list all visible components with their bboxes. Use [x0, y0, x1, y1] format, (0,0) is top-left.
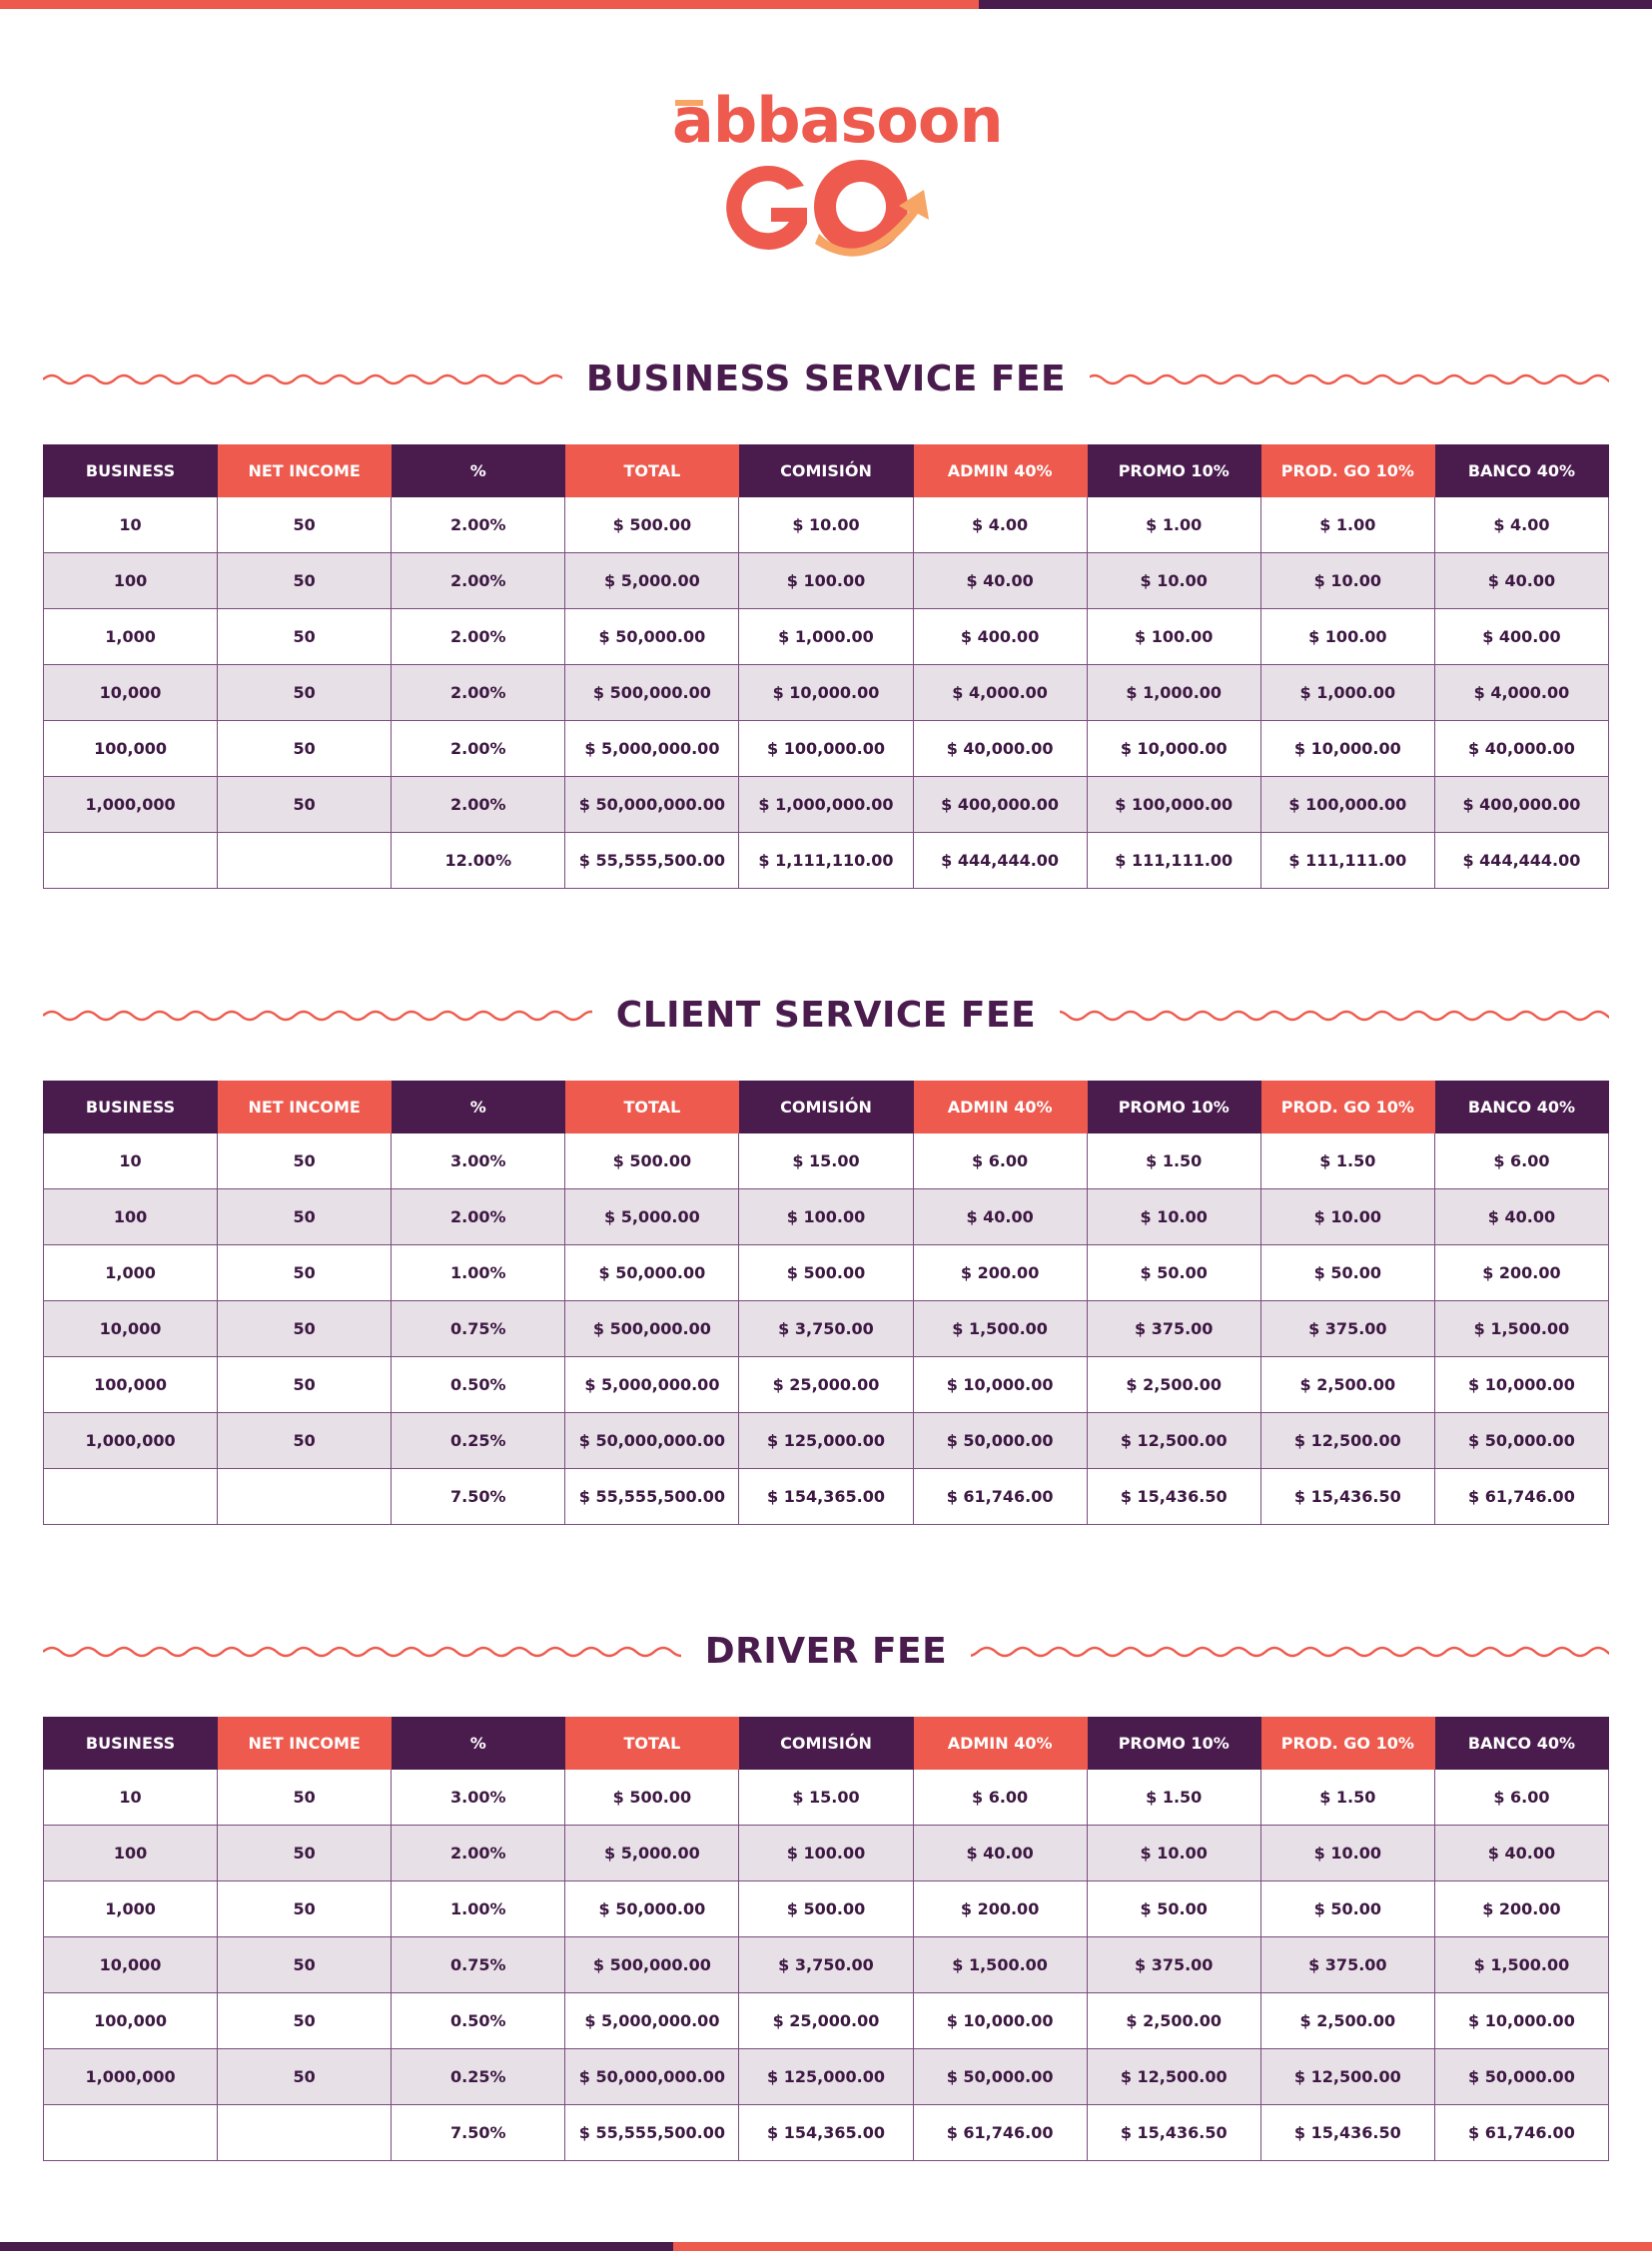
table-cell: 0.75% [392, 1937, 565, 1993]
table-cell: $ 500,000.00 [565, 665, 739, 721]
table-cell: 2.00% [392, 777, 565, 833]
table-cell: $ 50.00 [1260, 1245, 1434, 1301]
table-row [44, 1301, 1609, 1357]
column-header: BANCO 40% [1434, 1718, 1608, 1770]
table-cell: $ 10.00 [1260, 1189, 1434, 1245]
table-cell: $ 6.00 [913, 1133, 1087, 1189]
table-row [44, 1770, 1609, 1826]
table-cell: $ 50,000,000.00 [565, 2049, 739, 2105]
table-cell: $ 10,000.00 [1260, 721, 1434, 777]
table-cell: 50 [218, 1826, 392, 1881]
table-cell: 50 [218, 2049, 392, 2105]
client-service-fee-header [43, 986, 1609, 1046]
table-cell: 2.00% [392, 497, 565, 553]
table-cell: $ 15.00 [739, 1133, 913, 1189]
column-header: % [392, 445, 565, 497]
table-cell: 100 [44, 553, 218, 609]
table-cell: 50 [218, 721, 392, 777]
table-cell: $ 12,500.00 [1260, 2049, 1434, 2105]
table-cell: $ 5,000.00 [565, 553, 739, 609]
table-cell: $ 50,000.00 [913, 1413, 1087, 1469]
table-cell: $ 50,000.00 [1434, 1413, 1608, 1469]
table-header-row [44, 1082, 1609, 1133]
table-cell: $ 10.00 [1087, 1826, 1260, 1881]
table-cell: $ 10.00 [1087, 553, 1260, 609]
column-header: COMISIÓN [739, 445, 913, 497]
table-cell: $ 5,000.00 [565, 1189, 739, 1245]
table-cell: $ 1,500.00 [1434, 1937, 1608, 1993]
table-cell: 2.00% [392, 721, 565, 777]
brand-logo [669, 84, 1003, 276]
table-cell: $ 375.00 [1087, 1301, 1260, 1357]
table-cell: $ 100,000.00 [1087, 777, 1260, 833]
table-cell: 10 [44, 1133, 218, 1189]
column-header: PROMO 10% [1087, 1082, 1260, 1133]
table-cell: $ 100,000.00 [1260, 777, 1434, 833]
column-header: BUSINESS [44, 445, 218, 497]
column-header: COMISIÓN [739, 1718, 913, 1770]
business-service-fee-table [43, 444, 1609, 889]
table-cell: $ 50,000,000.00 [565, 1413, 739, 1469]
table-cell: 2.00% [392, 1189, 565, 1245]
table-cell: 1,000,000 [44, 1413, 218, 1469]
table-cell: 10 [44, 1770, 218, 1826]
table-cell: $ 12,500.00 [1087, 1413, 1260, 1469]
table-cell: $ 500.00 [565, 1133, 739, 1189]
driver-fee-header [43, 1622, 1609, 1682]
table-cell: 1.00% [392, 1245, 565, 1301]
table-cell: 0.50% [392, 1357, 565, 1413]
table-cell: $ 10,000.00 [913, 1357, 1087, 1413]
column-header: PROMO 10% [1087, 1718, 1260, 1770]
column-header: % [392, 1082, 565, 1133]
column-header: COMISIÓN [739, 1082, 913, 1133]
table-cell: $ 111,111.00 [1260, 833, 1434, 889]
table-cell: 100,000 [44, 1993, 218, 2049]
table-cell: $ 1,000.00 [739, 609, 913, 665]
table-cell: $ 500.00 [739, 1245, 913, 1301]
totals-row [44, 833, 1609, 889]
column-header: NET INCOME [218, 1718, 392, 1770]
table-cell: $ 125,000.00 [739, 1413, 913, 1469]
table-cell: $ 40.00 [1434, 1189, 1608, 1245]
table-cell: $ 1,000,000.00 [739, 777, 913, 833]
table-header-row [44, 1718, 1609, 1770]
table-cell: $ 100.00 [739, 1826, 913, 1881]
table-cell: $ 15.00 [739, 1770, 913, 1826]
table-cell: $ 61,746.00 [1434, 1469, 1608, 1525]
column-header: PROD. GO 10% [1260, 1082, 1434, 1133]
table-cell [44, 2105, 218, 2161]
table-cell: 2.00% [392, 1826, 565, 1881]
table-cell: 50 [218, 1993, 392, 2049]
table-cell: 0.25% [392, 1413, 565, 1469]
table-row [44, 721, 1609, 777]
table-cell: $ 50,000.00 [913, 2049, 1087, 2105]
table-cell: $ 10.00 [1260, 553, 1434, 609]
table-cell: 10,000 [44, 1937, 218, 1993]
table-cell: 0.50% [392, 1993, 565, 2049]
table-cell: $ 40.00 [1434, 553, 1608, 609]
table-cell: 50 [218, 1357, 392, 1413]
table-cell: $ 10,000.00 [913, 1993, 1087, 2049]
table-cell: $ 1.00 [1087, 497, 1260, 553]
table-cell: $ 1,000.00 [1260, 665, 1434, 721]
business-service-fee-header [43, 350, 1609, 409]
table-cell: 1,000 [44, 609, 218, 665]
table-cell: $ 500.00 [565, 1770, 739, 1826]
table-cell: $ 1,500.00 [1434, 1301, 1608, 1357]
table-cell: 50 [218, 553, 392, 609]
table-cell [218, 2105, 392, 2161]
table-cell: $ 5,000,000.00 [565, 1993, 739, 2049]
table-cell: $ 154,365.00 [739, 2105, 913, 2161]
section-title-wrap [43, 1622, 1609, 1682]
section-title: BUSINESS SERVICE FEE [562, 359, 1090, 399]
table-header-row [44, 445, 1609, 497]
table-cell: $ 50,000,000.00 [565, 777, 739, 833]
table-cell: 100 [44, 1826, 218, 1881]
top-accent-bar [0, 0, 1652, 9]
table-cell: $ 50,000.00 [565, 609, 739, 665]
table-row [44, 553, 1609, 609]
table-cell [218, 1469, 392, 1525]
column-header: PROD. GO 10% [1260, 445, 1434, 497]
logo-wordmark: abbasoon [672, 84, 1003, 157]
column-header: % [392, 1718, 565, 1770]
section-title: DRIVER FEE [681, 1631, 971, 1672]
table-cell: $ 154,365.00 [739, 1469, 913, 1525]
table-cell: 0.75% [392, 1301, 565, 1357]
table-row [44, 1133, 1609, 1189]
table-cell: $ 400,000.00 [1434, 777, 1608, 833]
table-row [44, 777, 1609, 833]
table-cell [218, 833, 392, 889]
table-cell: $ 10,000.00 [1434, 1993, 1608, 2049]
table-cell: $ 3,750.00 [739, 1937, 913, 1993]
table-row [44, 497, 1609, 553]
table-cell: $ 111,111.00 [1087, 833, 1260, 889]
table-cell: $ 50.00 [1087, 1881, 1260, 1937]
table-cell: 2.00% [392, 553, 565, 609]
column-header: BANCO 40% [1434, 445, 1608, 497]
table-cell: $ 61,746.00 [913, 1469, 1087, 1525]
table-cell: $ 55,555,500.00 [565, 2105, 739, 2161]
column-header: NET INCOME [218, 1082, 392, 1133]
table-cell: $ 500,000.00 [565, 1301, 739, 1357]
column-header: PROMO 10% [1087, 445, 1260, 497]
table-cell: $ 1,500.00 [913, 1301, 1087, 1357]
table-cell: $ 5,000,000.00 [565, 1357, 739, 1413]
table-cell: $ 1.50 [1260, 1770, 1434, 1826]
table-cell: 50 [218, 1937, 392, 1993]
table-cell: $ 500.00 [565, 497, 739, 553]
table-cell: $ 125,000.00 [739, 2049, 913, 2105]
table-cell: $ 375.00 [1260, 1937, 1434, 1993]
table-cell: 7.50% [392, 1469, 565, 1525]
table-cell: $ 1.50 [1087, 1770, 1260, 1826]
table-cell: $ 15,436.50 [1260, 2105, 1434, 2161]
column-header: BANCO 40% [1434, 1082, 1608, 1133]
table-cell: $ 55,555,500.00 [565, 1469, 739, 1525]
table-cell: 10 [44, 497, 218, 553]
table-cell: 1,000,000 [44, 777, 218, 833]
table-cell: 50 [218, 497, 392, 553]
table-cell: $ 40.00 [913, 1826, 1087, 1881]
table-cell: $ 10.00 [739, 497, 913, 553]
table-row [44, 1826, 1609, 1881]
table-cell [44, 1469, 218, 1525]
table-row [44, 1881, 1609, 1937]
table-cell: $ 375.00 [1087, 1937, 1260, 1993]
table-cell: $ 1,000.00 [1087, 665, 1260, 721]
table-cell: $ 10,000.00 [1087, 721, 1260, 777]
table-row [44, 1413, 1609, 1469]
table-cell: 50 [218, 1133, 392, 1189]
column-header: PROD. GO 10% [1260, 1718, 1434, 1770]
table-cell: 0.25% [392, 2049, 565, 2105]
table-cell: 10,000 [44, 665, 218, 721]
column-header: TOTAL [565, 1718, 739, 1770]
table-cell: $ 4,000.00 [1434, 665, 1608, 721]
table-cell: $ 50.00 [1260, 1881, 1434, 1937]
table-row [44, 1357, 1609, 1413]
table-cell: 2.00% [392, 665, 565, 721]
table-cell: $ 6.00 [913, 1770, 1087, 1826]
table-cell: $ 61,746.00 [1434, 2105, 1608, 2161]
table-cell: 50 [218, 1245, 392, 1301]
table-cell: $ 1.00 [1260, 497, 1434, 553]
table-cell: $ 15,436.50 [1087, 1469, 1260, 1525]
table-cell: 1.00% [392, 1881, 565, 1937]
table-cell: 100,000 [44, 1357, 218, 1413]
bottom-accent-bar [0, 2242, 1652, 2251]
table-row [44, 609, 1609, 665]
table-cell: $ 100.00 [739, 1189, 913, 1245]
totals-row [44, 2105, 1609, 2161]
table-cell: $ 400.00 [913, 609, 1087, 665]
table-cell: $ 100,000.00 [739, 721, 913, 777]
column-header: ADMIN 40% [913, 1718, 1087, 1770]
table-cell: 50 [218, 1881, 392, 1937]
column-header: TOTAL [565, 1082, 739, 1133]
table-row [44, 2049, 1609, 2105]
table-cell [44, 833, 218, 889]
table-cell: 3.00% [392, 1770, 565, 1826]
table-cell: $ 2,500.00 [1260, 1357, 1434, 1413]
table-cell: 10,000 [44, 1301, 218, 1357]
table-cell: $ 1,111,110.00 [739, 833, 913, 889]
column-header: BUSINESS [44, 1082, 218, 1133]
table-row [44, 665, 1609, 721]
table-cell: $ 200.00 [1434, 1881, 1608, 1937]
table-cell: $ 10.00 [1087, 1189, 1260, 1245]
table-cell: 50 [218, 1189, 392, 1245]
table-row [44, 1189, 1609, 1245]
table-cell: 50 [218, 1413, 392, 1469]
table-cell: 50 [218, 609, 392, 665]
table-cell: $ 50.00 [1087, 1245, 1260, 1301]
table-cell: $ 444,444.00 [913, 833, 1087, 889]
table-cell: 50 [218, 1301, 392, 1357]
table-cell: $ 61,746.00 [913, 2105, 1087, 2161]
table-cell: $ 100.00 [1087, 609, 1260, 665]
column-header: ADMIN 40% [913, 1082, 1087, 1133]
column-header: BUSINESS [44, 1718, 218, 1770]
table-cell: $ 2,500.00 [1087, 1357, 1260, 1413]
table-cell: 100 [44, 1189, 218, 1245]
table-cell: 1,000 [44, 1245, 218, 1301]
table-cell: $ 40.00 [913, 1189, 1087, 1245]
table-cell: $ 400,000.00 [913, 777, 1087, 833]
table-cell: $ 5,000.00 [565, 1826, 739, 1881]
table-cell: $ 15,436.50 [1260, 1469, 1434, 1525]
table-cell: $ 1.50 [1260, 1133, 1434, 1189]
table-cell: $ 1.50 [1087, 1133, 1260, 1189]
table-cell: $ 25,000.00 [739, 1357, 913, 1413]
table-cell: 2.00% [392, 609, 565, 665]
table-row [44, 1245, 1609, 1301]
totals-row [44, 1469, 1609, 1525]
table-cell: $ 100.00 [739, 553, 913, 609]
table-cell: $ 4.00 [1434, 497, 1608, 553]
table-cell: $ 2,500.00 [1087, 1993, 1260, 2049]
driver-fee-table [43, 1717, 1609, 2161]
table-cell: 50 [218, 777, 392, 833]
table-cell: $ 50,000.00 [565, 1881, 739, 1937]
table-cell: $ 12,500.00 [1087, 2049, 1260, 2105]
table-cell: $ 400.00 [1434, 609, 1608, 665]
table-cell: $ 100.00 [1260, 609, 1434, 665]
table-row [44, 1937, 1609, 1993]
table-cell: $ 40.00 [1434, 1826, 1608, 1881]
table-cell: $ 5,000,000.00 [565, 721, 739, 777]
client-service-fee-table [43, 1081, 1609, 1525]
table-cell: $ 500,000.00 [565, 1937, 739, 1993]
table-cell: $ 12,500.00 [1260, 1413, 1434, 1469]
table-cell: 50 [218, 1770, 392, 1826]
table-row [44, 1993, 1609, 2049]
table-cell: $ 500.00 [739, 1881, 913, 1937]
table-cell: $ 375.00 [1260, 1301, 1434, 1357]
table-cell: $ 15,436.50 [1087, 2105, 1260, 2161]
table-cell: 1,000 [44, 1881, 218, 1937]
table-cell: $ 40,000.00 [913, 721, 1087, 777]
table-cell: $ 10,000.00 [739, 665, 913, 721]
section-title-wrap [43, 986, 1609, 1046]
column-header: NET INCOME [218, 445, 392, 497]
table-cell: $ 200.00 [913, 1245, 1087, 1301]
table-cell: 50 [218, 665, 392, 721]
table-cell: $ 50,000.00 [1434, 2049, 1608, 2105]
table-cell: $ 2,500.00 [1260, 1993, 1434, 2049]
table-cell: $ 10,000.00 [1434, 1357, 1608, 1413]
section-title-wrap [43, 350, 1609, 409]
table-cell: $ 4,000.00 [913, 665, 1087, 721]
table-cell: $ 6.00 [1434, 1133, 1608, 1189]
section-title: CLIENT SERVICE FEE [592, 995, 1060, 1036]
column-header: ADMIN 40% [913, 445, 1087, 497]
table-cell: 1,000,000 [44, 2049, 218, 2105]
table-cell: 3.00% [392, 1133, 565, 1189]
table-cell: 7.50% [392, 2105, 565, 2161]
logo-go-mark [709, 152, 949, 262]
table-cell: $ 3,750.00 [739, 1301, 913, 1357]
table-cell: $ 10.00 [1260, 1826, 1434, 1881]
table-cell: $ 200.00 [1434, 1245, 1608, 1301]
table-cell: $ 40.00 [913, 553, 1087, 609]
table-cell: $ 25,000.00 [739, 1993, 913, 2049]
table-cell: $ 40,000.00 [1434, 721, 1608, 777]
table-cell: $ 200.00 [913, 1881, 1087, 1937]
table-cell: $ 6.00 [1434, 1770, 1608, 1826]
column-header: TOTAL [565, 445, 739, 497]
table-cell: 100,000 [44, 721, 218, 777]
table-cell: $ 4.00 [913, 497, 1087, 553]
table-cell: 12.00% [392, 833, 565, 889]
table-cell: $ 444,444.00 [1434, 833, 1608, 889]
table-cell: $ 1,500.00 [913, 1937, 1087, 1993]
table-cell: $ 55,555,500.00 [565, 833, 739, 889]
table-cell: $ 50,000.00 [565, 1245, 739, 1301]
